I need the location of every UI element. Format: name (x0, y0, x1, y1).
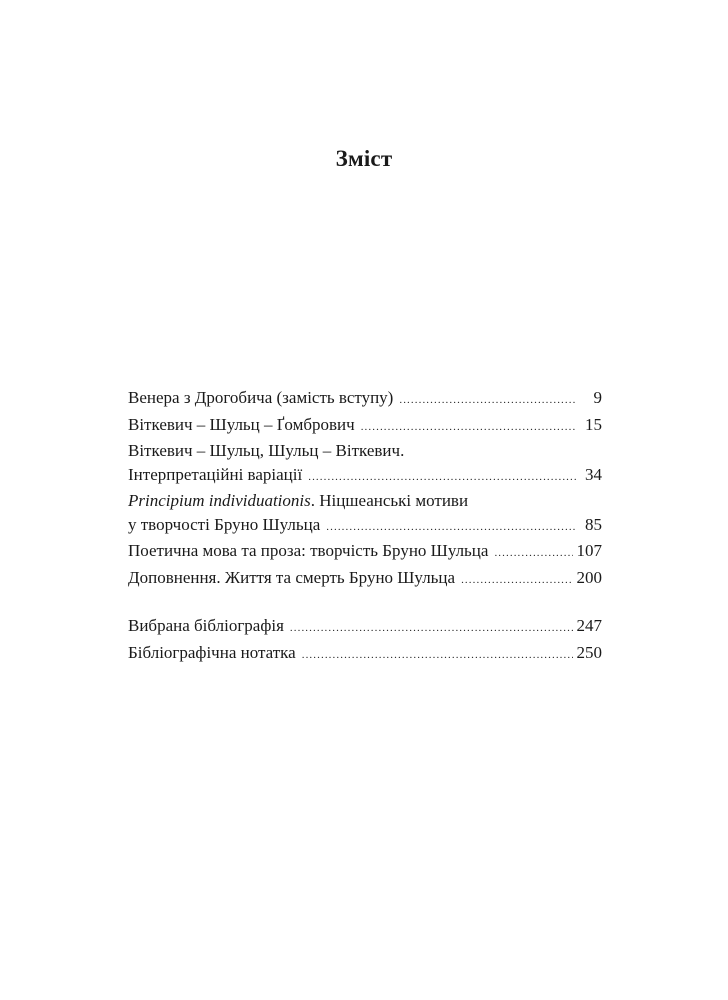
dot-leader (308, 466, 576, 490)
toc-entry-label: Інтерпретаційні варіації (128, 464, 303, 484)
toc-entry-page: 247 (576, 616, 602, 635)
toc-entry-page: 85 (585, 514, 602, 534)
page-title: Зміст (335, 146, 393, 171)
toc-entry-label-rest: . Ніцшеанські мотиви (310, 491, 469, 510)
toc-entry-label-line1[interactable]: Віткевич – Шульц, Шульц – Віткевич. (128, 441, 405, 460)
toc-entry-label: Доповнення. Життя та смерть Бруно Шульца (128, 567, 456, 587)
toc-entry[interactable] (128, 463, 602, 490)
dot-leader (494, 542, 572, 566)
section-gap (128, 592, 602, 614)
table-of-contents (128, 386, 602, 667)
toc-appendix-entry[interactable] (128, 641, 602, 668)
toc-entry-page: 9 (593, 388, 602, 407)
toc-entry-label: Вибрана бібліографія (128, 616, 284, 635)
toc-entry-label: у творчості Бруно Шульца (128, 514, 321, 534)
toc-entry-label: Поетична мова та проза: творчість Бруно Шульца (128, 541, 489, 560)
toc-entry[interactable] (128, 513, 602, 540)
dot-leader (290, 617, 573, 641)
latin-phrase: Principium individuationis (128, 491, 311, 510)
toc-appendix-entry[interactable] (128, 614, 602, 641)
toc-entry-label: Віткевич – Шульц – Ґомбрович (128, 414, 355, 434)
dot-leader (326, 516, 576, 540)
dot-leader (361, 416, 576, 440)
dot-leader (399, 389, 576, 413)
toc-entry[interactable] (128, 413, 602, 440)
toc-entry[interactable] (128, 539, 602, 566)
toc-entry[interactable] (128, 566, 602, 593)
toc-entry-label-line1[interactable] (128, 489, 602, 513)
toc-entry-page: 250 (576, 642, 602, 662)
toc-entry-page: 107 (576, 541, 602, 560)
toc-entry-page: 15 (585, 414, 602, 434)
toc-entry-label: Бібліографічна нотатка (128, 642, 296, 662)
toc-entry-label: Венера з Дрогобича (замість вступу) (128, 388, 394, 407)
toc-entry-page: 200 (576, 567, 602, 587)
dot-leader (302, 644, 573, 668)
dot-leader (461, 569, 572, 593)
toc-entry-page: 34 (585, 464, 602, 484)
toc-entry[interactable] (128, 386, 602, 413)
